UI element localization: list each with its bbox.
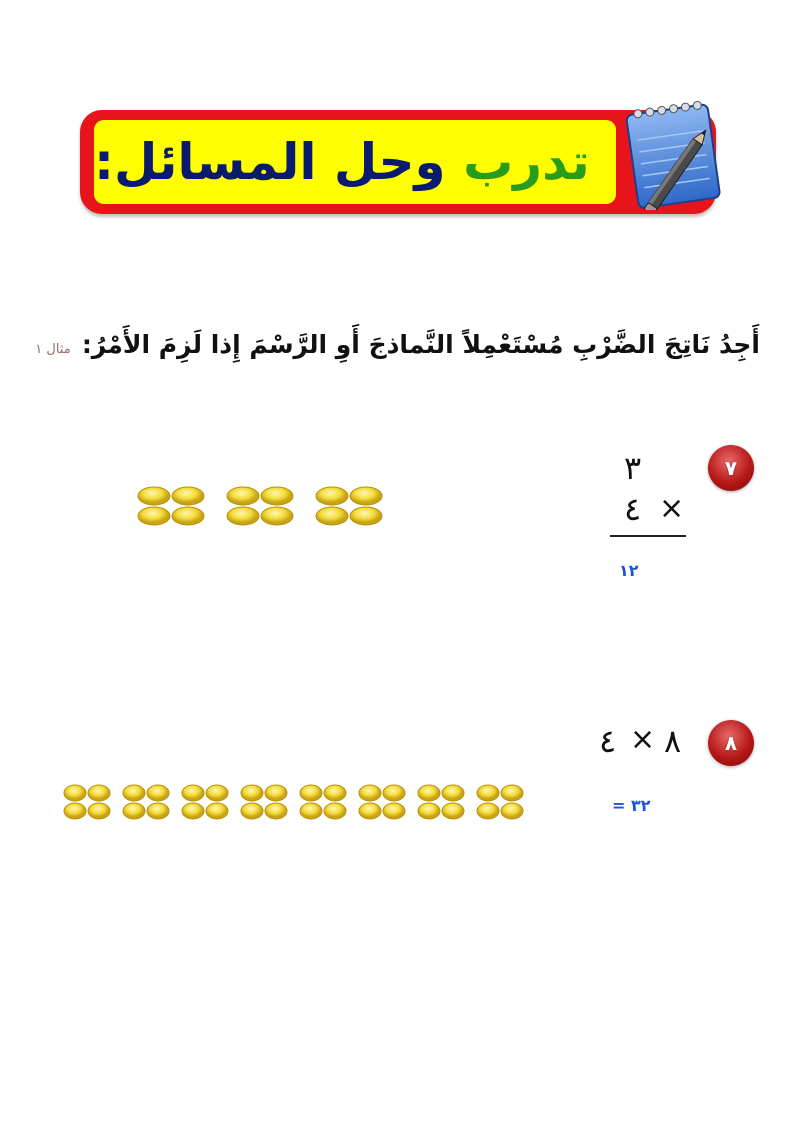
counter-disc-icon — [182, 785, 204, 801]
counter-group — [300, 785, 346, 819]
counter-disc-icon — [324, 803, 346, 819]
problem-number: ٧ — [724, 456, 738, 480]
counter-group — [64, 785, 110, 819]
counter-disc-icon — [265, 785, 287, 801]
counter-disc-icon — [477, 785, 499, 801]
counter-disc-icon — [501, 785, 523, 801]
counter-disc-icon — [418, 803, 440, 819]
counter-disc-icon — [383, 803, 405, 819]
counter-disc-icon — [324, 785, 346, 801]
counter-disc-icon — [206, 785, 228, 801]
counter-disc-icon — [147, 785, 169, 801]
counter-disc-icon — [300, 803, 322, 819]
counter-disc-icon — [241, 803, 263, 819]
multiplier: ٤ — [624, 490, 642, 528]
multiply-operator: × — [659, 491, 685, 526]
counter-group — [123, 785, 169, 819]
counter-disc-icon — [64, 803, 86, 819]
counter-disc-icon — [123, 785, 145, 801]
factor-left: ٤ — [599, 722, 617, 760]
factor-right: ٨ — [664, 722, 682, 760]
answer-text: ١٢ — [619, 561, 639, 580]
counter-disc-icon — [88, 803, 110, 819]
counter-disc-icon — [123, 803, 145, 819]
counter-disc-icon — [241, 785, 263, 801]
counter-disc-icon — [265, 803, 287, 819]
counter-disc-icon — [383, 785, 405, 801]
counter-disc-icon — [206, 803, 228, 819]
counter-disc-icon — [477, 803, 499, 819]
counter-disc-icon — [182, 803, 204, 819]
multiplicand: ٣ — [624, 449, 642, 487]
title-word-practice: تدرب — [463, 133, 590, 191]
counter-disc-icon — [300, 785, 322, 801]
answer-text: = ٣٢ — [612, 796, 651, 815]
counter-disc-icon — [359, 803, 381, 819]
counter-disc-icon — [147, 803, 169, 819]
problem-number: ٨ — [724, 731, 738, 755]
counter-group — [359, 785, 405, 819]
counter-group — [477, 785, 523, 819]
counter-disc-icon — [359, 785, 381, 801]
counter-group — [182, 785, 228, 819]
example-reference: مثال ١ — [35, 342, 71, 357]
counter-disc-icon — [442, 785, 464, 801]
instruction-text: أَجِدُ نَاتِجَ الضَّرْبِ مُسْتَعْمِلاً النَّماذجَ أَوِ الرَّسْمَ إِذا لَزِمَ الأَمْرُ: — [81, 330, 760, 359]
counter-disc-icon — [418, 785, 440, 801]
counter-disc-icon — [64, 785, 86, 801]
counter-disc-icon — [88, 785, 110, 801]
counter-group — [418, 785, 464, 819]
multiply-operator: × — [630, 722, 656, 757]
counter-disc-icon — [442, 803, 464, 819]
counter-group — [241, 785, 287, 819]
counter-disc-icon — [501, 803, 523, 819]
title-word-solve: وحل المسائل: — [94, 133, 446, 191]
